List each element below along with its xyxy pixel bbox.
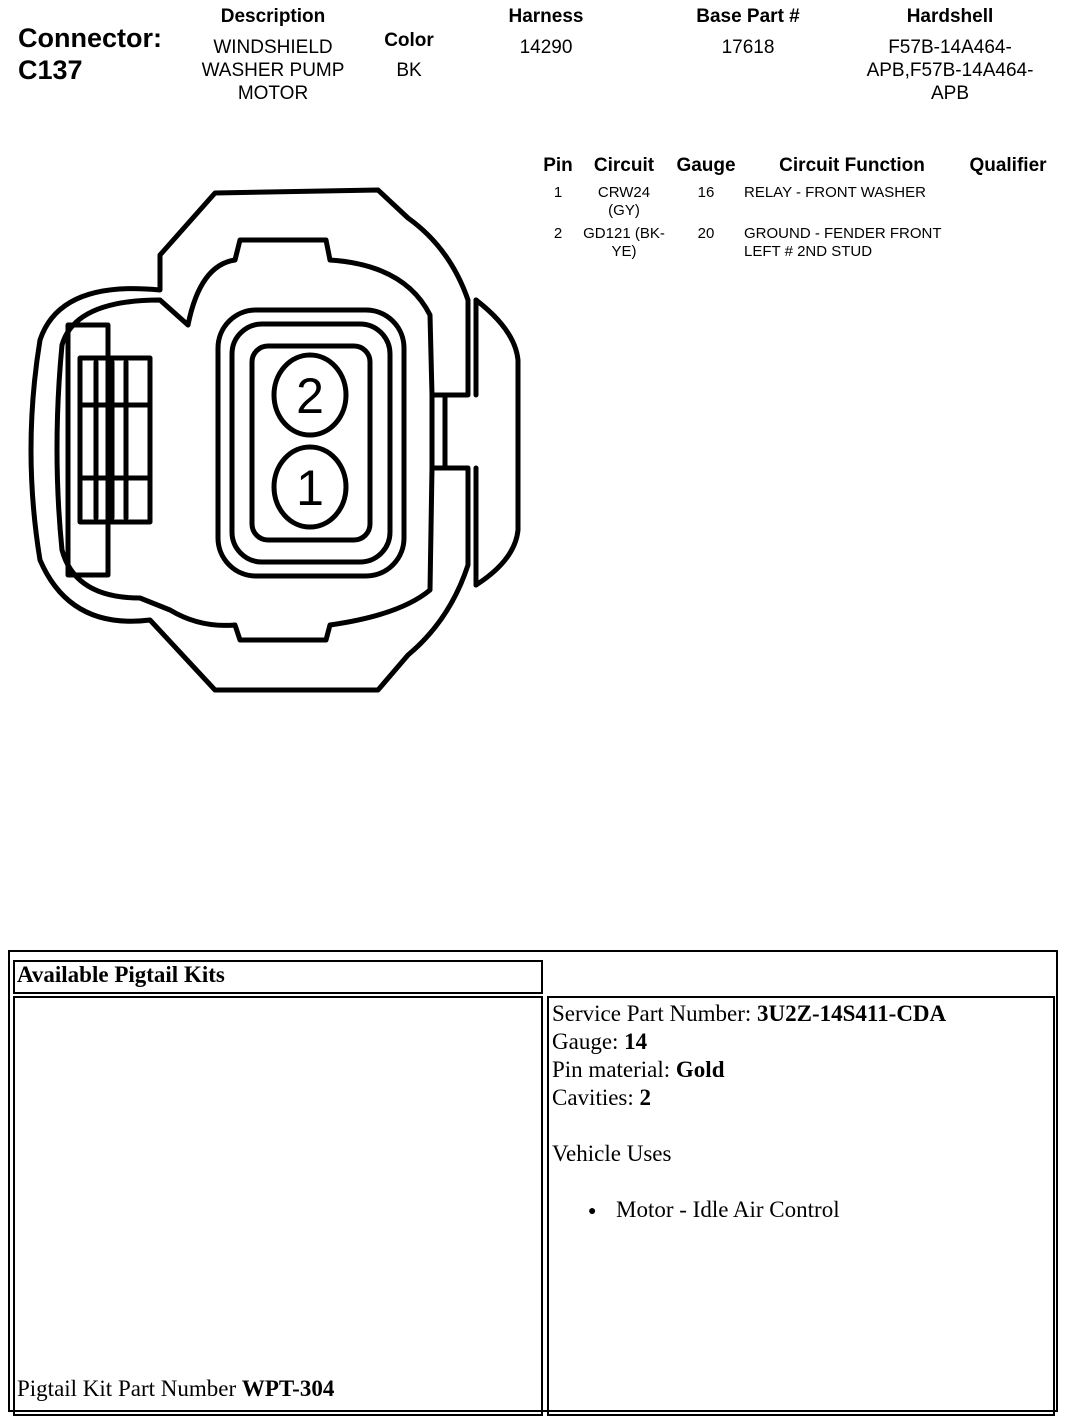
harness-value: 14290 [519, 37, 573, 58]
latch-icon [68, 325, 108, 575]
gauge-value: 14 [624, 1029, 648, 1054]
pin-material-label: Pin material: [552, 1057, 671, 1082]
cavities-value: 2 [639, 1085, 652, 1110]
connector-label: Connector: [18, 23, 162, 53]
connector-face-diagram [0, 170, 540, 710]
service-part-value: 3U2Z-14S411-CDA [757, 1001, 947, 1026]
service-part-line [552, 1000, 1048, 1028]
cavities-line [552, 1084, 1048, 1112]
base-part-value: 17618 [721, 37, 775, 58]
description-label: Description [220, 6, 326, 27]
pin-number: 1 [553, 184, 563, 201]
pigtail-image-cell [13, 996, 543, 1416]
service-part-label: Service Part Number: [552, 1001, 752, 1026]
pin-column-header: Pin [543, 155, 573, 176]
pigtail-details [552, 1000, 1048, 1224]
gauge-line [552, 1028, 1048, 1056]
gauge-column-header: Gauge [676, 155, 736, 176]
connector-side-flange [476, 300, 518, 585]
harness-label: Harness [508, 6, 584, 27]
kit-part-label: Pigtail Kit Part Number [17, 1376, 237, 1401]
pin-material-value: Gold [675, 1057, 725, 1082]
color-value: BK [396, 60, 422, 81]
pin-label-1: 1 [296, 460, 324, 516]
wire-gauge: 20 [697, 225, 715, 242]
description-value: WINDSHIELD WASHER PUMP MOTOR [201, 37, 345, 104]
circuit-function: GROUND - FENDER FRONT LEFT # 2ND STUD [744, 225, 942, 260]
circuit-code: CRW24 (GY) [597, 184, 651, 219]
pigtail-kits-title: Available Pigtail Kits [17, 962, 225, 987]
circuit-function: RELAY - FRONT WASHER [744, 184, 926, 201]
list-item: ● Motor - Idle Air Control [588, 1196, 1048, 1224]
circuit-function-column-header: Circuit Function [779, 155, 925, 176]
base-part-label: Base Part # [696, 6, 800, 27]
wire-gauge: 16 [697, 184, 715, 201]
pin-label-2: 2 [296, 368, 324, 424]
pin-number: 2 [553, 225, 563, 242]
qualifier-column-header: Qualifier [969, 155, 1047, 176]
cavity-housing [218, 310, 404, 576]
hardshell-label: Hardshell [906, 6, 994, 27]
kit-part-value: WPT-304 [241, 1376, 335, 1401]
connector-title [18, 22, 162, 86]
connector-id: C137 [18, 55, 83, 85]
circuit-column-header: Circuit [593, 155, 655, 176]
gauge-label: Gauge: [552, 1029, 619, 1054]
cavities-label: Cavities: [552, 1085, 634, 1110]
vehicle-uses-label: Vehicle Uses [552, 1141, 672, 1166]
hardshell-value: F57B-14A464-APB,F57B-14A464-APB [866, 37, 1034, 104]
kit-part-line [17, 1376, 334, 1402]
circuit-code: GD121 (BK-YE) [583, 225, 665, 260]
color-label: Color [384, 30, 434, 51]
pin-material-line [552, 1056, 1048, 1084]
vehicle-uses-list [588, 1196, 1048, 1224]
